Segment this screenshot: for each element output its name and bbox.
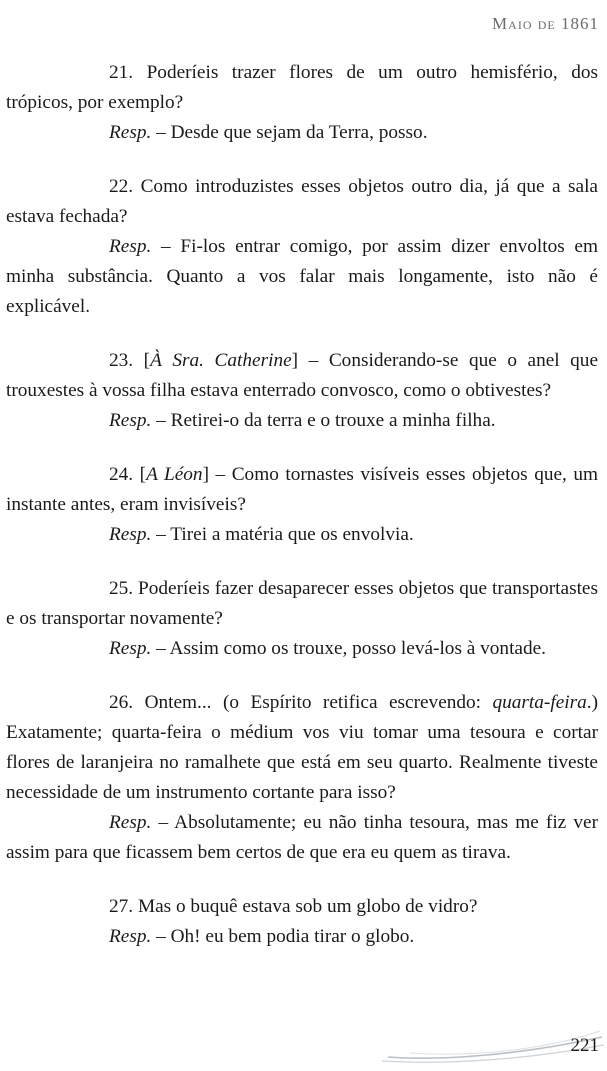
answer-27 (6, 922, 598, 952)
question-addressee: A Léon (146, 464, 203, 485)
answer-24 (6, 520, 598, 550)
resp-label: Resp. (109, 812, 152, 833)
question-text: Como introduzistes esses objetos outro dia, já que a sala estava fechada? (6, 176, 598, 227)
question-27 (6, 892, 598, 922)
question-text: – Como tornastes visíveis esses objetos que, um instante antes, eram invisíveis? (6, 464, 599, 515)
page-body (6, 58, 598, 976)
qa-item-23 (6, 346, 598, 436)
resp-label: Resp. (109, 638, 152, 659)
question-text-after: .) Exatamente; quarta-feira o médium vos viu tomar uma tesoura e cortar flores de laranjeira no ramalhete que está em seu quarto. Realmente tiveste necessidade de um instrumento cortante para isso? (6, 692, 599, 803)
page-number: 221 (570, 1035, 599, 1056)
answer-23 (6, 406, 598, 436)
answer-text: – Absolutamente; eu não tinha tesoura, mas me fiz ver assim para que ficassem bem certos de que era eu quem as tirava. (6, 812, 598, 863)
resp-label: Resp. (109, 524, 152, 545)
answer-21 (6, 118, 598, 148)
qa-item-22 (6, 172, 598, 322)
question-24: 24. [A Léon] – Como tornastes visíveis esses objetos que, um instante antes, eram invisíveis? (6, 464, 599, 515)
question-text-before: Ontem... (o Espírito retifica escrevendo: (144, 692, 482, 713)
question-25 (6, 574, 598, 634)
answer-26 (6, 808, 598, 868)
question-number: 21. (109, 62, 134, 83)
question-21 (6, 58, 598, 118)
qa-item-27 (6, 892, 598, 952)
question-text: Poderíeis fazer desaparecer esses objetos que transportastes e os transportar novamente? (6, 578, 598, 629)
question-italic: quarta-feira (492, 692, 587, 713)
running-header: Maio de 1861 (492, 14, 599, 33)
question-number: 23. (109, 350, 134, 371)
question-text: – Considerando-se que o anel que trouxestes à vossa filha estava enterrado convosco, como o obtivestes? (6, 350, 599, 401)
page-footer (380, 1021, 607, 1071)
question-number: 27. (109, 896, 134, 917)
answer-text: – Assim como os trouxe, posso levá-los à vontade. (156, 638, 547, 659)
resp-label: Resp. (109, 926, 152, 947)
qa-item-26 (6, 688, 598, 868)
answer-text: – Tirei a matéria que os envolvia. (156, 524, 414, 545)
answer-text: – Retirei-o da terra e o trouxe a minha filha. (156, 410, 496, 431)
question-addressee: À Sra. Catherine (150, 350, 292, 371)
answer-text: – Desde que sejam da Terra, posso. (156, 122, 428, 143)
question-number: 22. (109, 176, 134, 197)
answer-text: – Oh! eu bem podia tirar o globo. (156, 926, 415, 947)
question-number: 26. (109, 692, 134, 713)
resp-label: Resp. (109, 410, 152, 431)
question-text: Poderíeis trazer flores de um outro hemisfério, dos trópicos, por exemplo? (6, 62, 598, 113)
qa-item-24 (6, 460, 598, 550)
question-22 (6, 172, 598, 232)
answer-text: – Fi-los entrar comigo, por assim dizer envoltos em minha substância. Quanto a vos falar mais longamente, isto não é explicável. (6, 236, 598, 317)
qa-item-25 (6, 574, 598, 664)
qa-item-21 (6, 58, 598, 148)
answer-22 (6, 232, 598, 322)
resp-label: Resp. (109, 236, 152, 257)
resp-label: Resp. (109, 122, 152, 143)
question-number: 25. (109, 578, 134, 599)
question-26 (6, 688, 598, 808)
question-23: 23. [À Sra. Catherine] – Considerando-se que o anel que trouxestes à vossa filha estava enterrado convosco, como o obtivestes? (6, 350, 599, 401)
question-text: Mas o buquê estava sob um globo de vidro? (137, 896, 478, 917)
answer-25 (6, 634, 598, 664)
question-number: 24. (109, 464, 134, 485)
